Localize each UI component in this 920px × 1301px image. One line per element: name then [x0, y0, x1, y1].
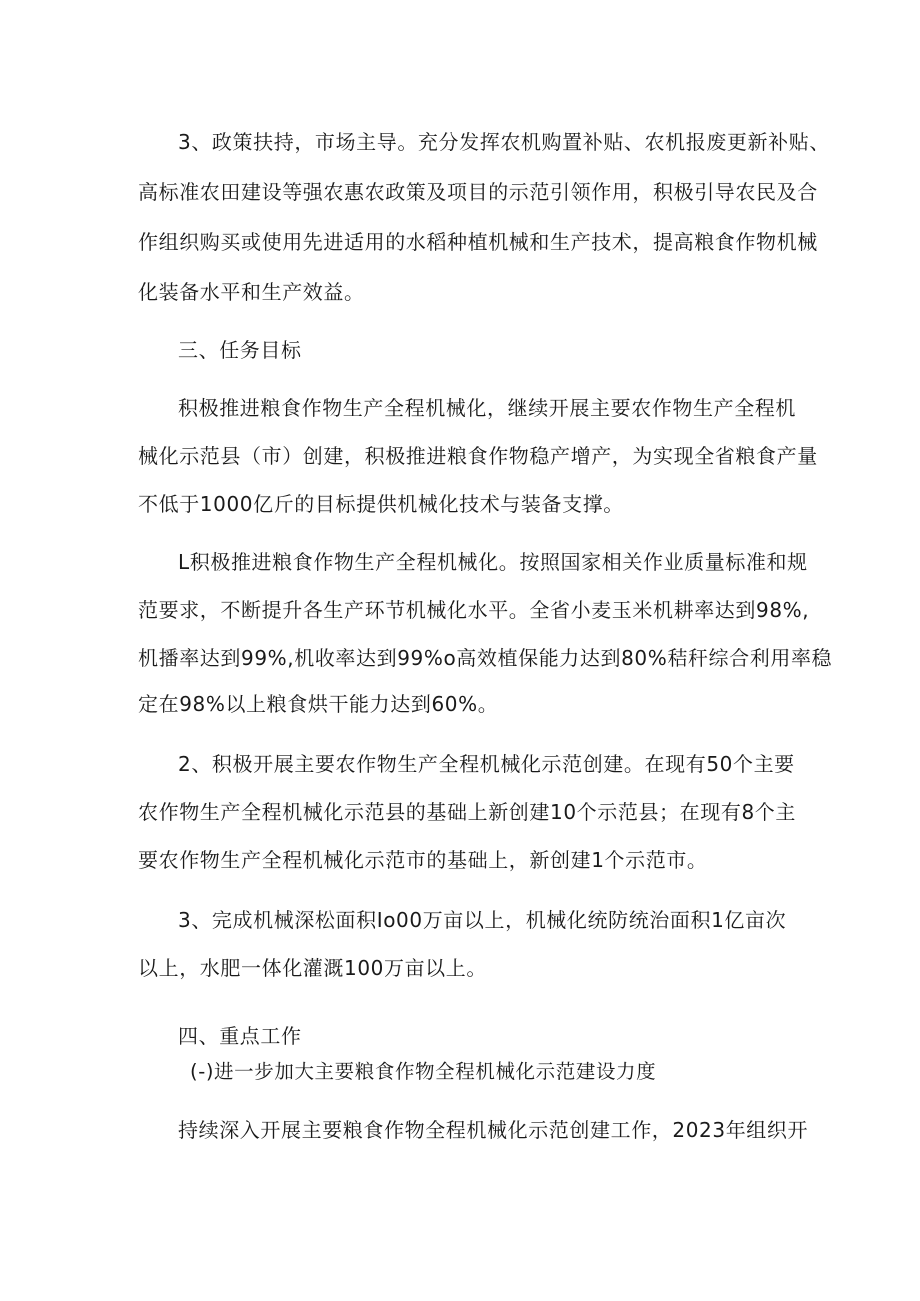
paragraph-line: 高标准农田建设等强农惠农政策及项目的示范引领作用，积极引导农民及合	[138, 180, 818, 204]
paragraph-line: 3、完成机械深松面积Io00万亩以上，机械化统防统治面积1亿亩次	[178, 908, 787, 932]
paragraph-line: 作组织购买或使用先进适用的水稻种植机械和生产技术，提高粮食作物机械	[138, 230, 818, 254]
sub-heading: (-)进一步加大主要粮食作物全程机械化示范建设力度	[190, 1060, 657, 1083]
paragraph-line: 要农作物生产全程机械化示范市的基础上，新创建1个示范市。	[138, 848, 708, 872]
paragraph-line: 2、积极开展主要农作物生产全程机械化示范创建。在现有50个主要	[178, 752, 795, 776]
paragraph-line: 机播率达到99%,机收率达到99%o高效植保能力达到80%秸秆综合利用率稳	[138, 646, 833, 670]
paragraph-line: 范要求，不断提升各生产环节机械化水平。全省小麦玉米机耕率达到98%,	[138, 598, 810, 622]
paragraph-line: 持续深入开展主要粮食作物全程机械化示范创建工作，2023年组织开	[178, 1118, 809, 1142]
paragraph-line: L积极推进粮食作物生产全程机械化。按照国家相关作业质量标准和规	[178, 550, 808, 574]
paragraph-line: 化装备水平和生产效益。	[138, 280, 365, 304]
paragraph-line: 积极推进粮食作物生产全程机械化，继续开展主要农作物生产全程机	[178, 396, 796, 420]
paragraph-line: 定在98%以上粮食烘干能力达到60%。	[138, 692, 499, 716]
section-heading: 三、任务目标	[178, 338, 302, 362]
paragraph-line: 械化示范县（市）创建，积极推进粮食作物稳产增产，为实现全省粮食产量	[138, 444, 818, 468]
paragraph-line: 农作物生产全程机械化示范县的基础上新创建10个示范县；在现有8个主	[138, 800, 796, 824]
paragraph-line: 以上，水肥一体化灌溉100万亩以上。	[138, 956, 487, 980]
paragraph-line: 不低于1000亿斤的目标提供机械化技术与装备支撑。	[138, 492, 624, 516]
paragraph-line: 3、政策扶持，市场主导。充分发挥农机购置补贴、农机报废更新补贴、	[178, 130, 830, 154]
section-heading: 四、重点工作	[178, 1024, 302, 1048]
